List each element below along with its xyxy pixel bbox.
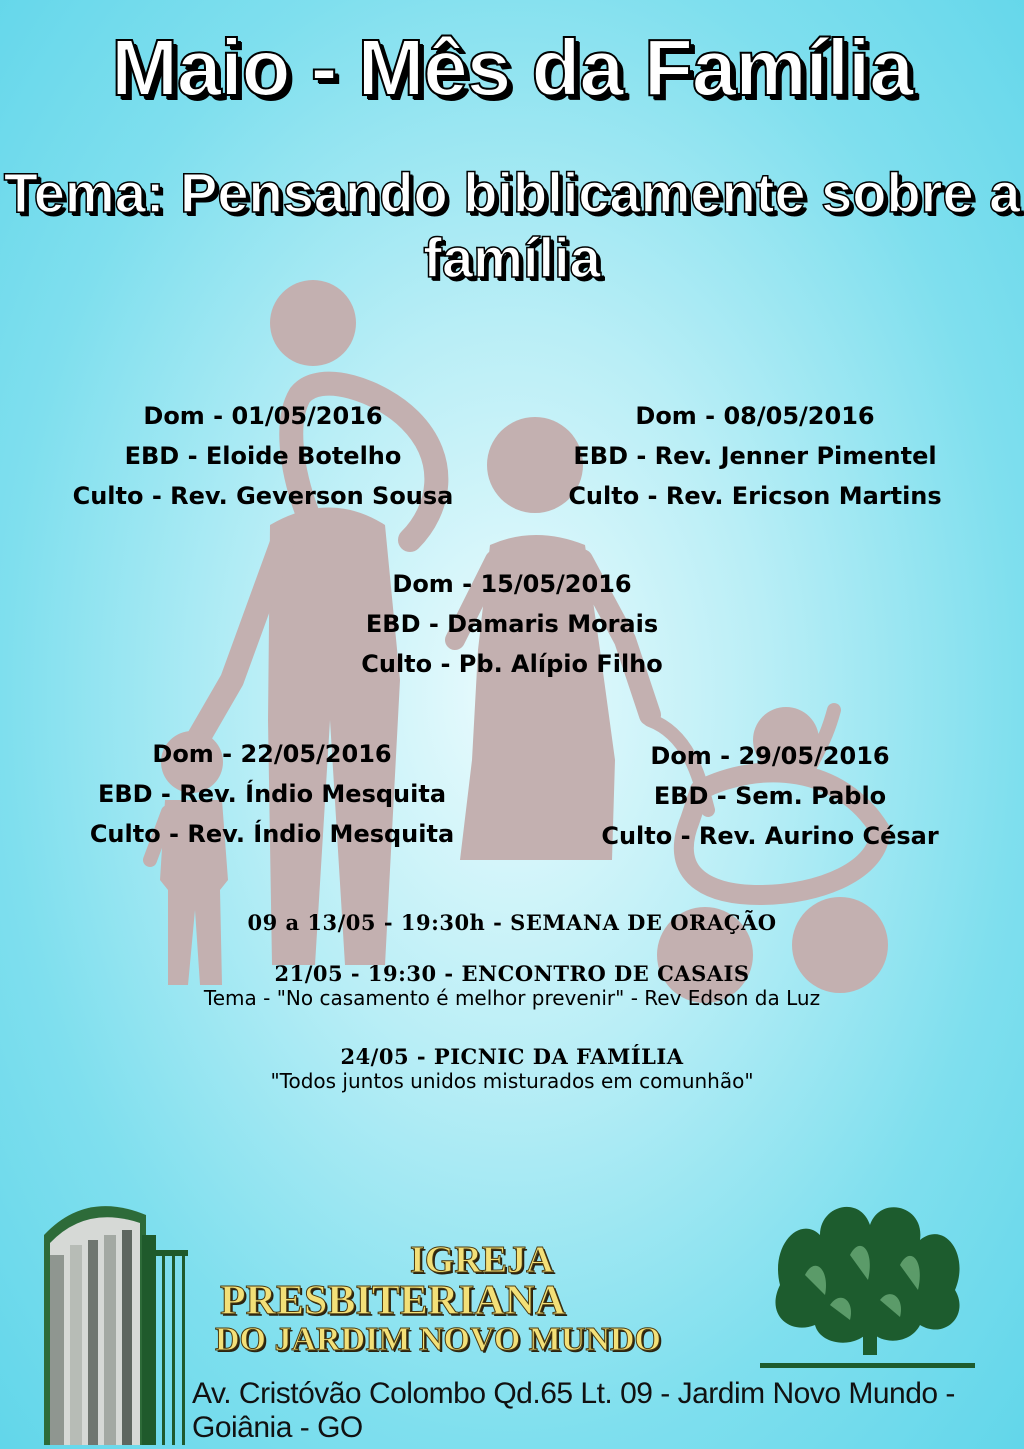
family-picnic-event: 24/05 - PICNIC DA FAMÍLIA [340, 1044, 684, 1069]
schedule-block-week-3 [300, 564, 724, 684]
schedule-ebd: EBD - Sem. Pablo [653, 782, 887, 810]
schedule-culto: Culto - Rev. Aurino César [601, 822, 939, 850]
church-building-logo [36, 1195, 196, 1445]
couples-meeting-theme: Tema - "No casamento é melhor prevenir" - Rev Edson da Luz [203, 986, 821, 1010]
schedule-block-week-2 [520, 396, 990, 516]
schedule-ebd: EBD - Damaris Morais [365, 610, 659, 638]
schedule-block-week-4 [52, 734, 492, 854]
events-section [0, 910, 1024, 1093]
church-name [215, 1240, 661, 1358]
schedule-ebd: EBD - Rev. Jenner Pimentel [573, 442, 937, 470]
schedule-culto: Culto - Rev. Geverson Sousa [72, 482, 454, 510]
prayer-week-event: 09 a 13/05 - 19:30h - SEMANA DE ORAÇÃO [247, 910, 777, 935]
schedule-culto: Culto - Rev. Ericson Martins [568, 482, 942, 510]
schedule-block-week-5 [560, 736, 980, 856]
church-name-line2: PRESBITERIANA [220, 1278, 566, 1324]
schedule-ebd: EBD - Eloide Botelho [124, 442, 402, 470]
poster-title: Maio - Mês da Família [111, 23, 913, 112]
church-address: Av. Cristóvão Colombo Qd.65 Lt. 09 - Jardim Novo Mundo - Goiânia - GO [192, 1377, 955, 1444]
schedule-date: Dom - 22/05/2016 [152, 740, 392, 768]
schedule-date: Dom - 29/05/2016 [650, 742, 890, 770]
church-name-line3: DO JARDIM NOVO MUNDO [215, 1321, 662, 1358]
church-name-line1: IGREJA [410, 1239, 554, 1281]
schedule-ebd: EBD - Rev. Índio Mesquita [97, 780, 447, 808]
schedule-date: Dom - 01/05/2016 [143, 402, 383, 430]
family-picnic-quote: "Todos juntos unidos misturados em comunhão" [270, 1069, 754, 1093]
schedule-culto: Culto - Pb. Alípio Filho [361, 650, 663, 678]
schedule-culto: Culto - Rev. Índio Mesquita [89, 820, 455, 848]
schedule-date: Dom - 08/05/2016 [635, 402, 875, 430]
couples-meeting-event: 21/05 - 19:30 - ENCONTRO DE CASAIS [274, 961, 750, 986]
poster-subtitle: Tema: Pensando biblicamente sobre a família [3, 161, 1021, 289]
burning-bush-logo [760, 1195, 980, 1375]
schedule-block-week-1 [38, 396, 488, 516]
schedule-date: Dom - 15/05/2016 [392, 570, 632, 598]
